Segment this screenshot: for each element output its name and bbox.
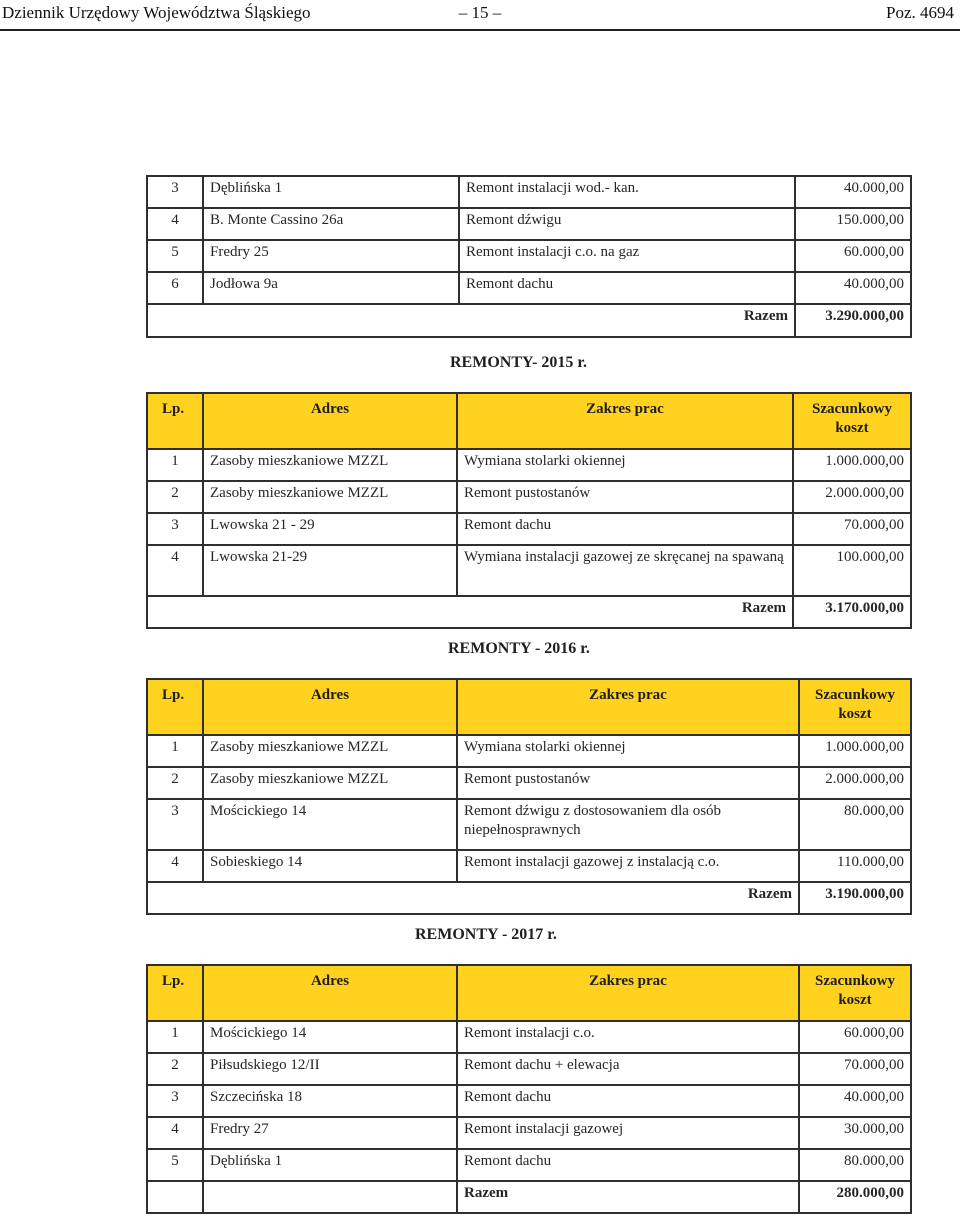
scope-cell: Remont dachu [457, 1149, 799, 1181]
table-2017 [146, 964, 912, 1214]
section-title-2016: REMONTY - 2016 r. [448, 640, 590, 657]
total-value: 3.190.000,00 [799, 882, 911, 914]
cost-cell: 40.000,00 [795, 272, 911, 304]
address-cell: Zasoby mieszkaniowe MZZL [203, 735, 457, 767]
journal-title: Dziennik Urzędowy Województwa Śląskiego [2, 3, 311, 22]
address-cell: B. Monte Cassino 26a [203, 208, 459, 240]
lp-cell: 4 [147, 545, 203, 596]
table-2016 [146, 678, 912, 915]
cost-cell: 70.000,00 [799, 1053, 911, 1085]
header-address: Adres [203, 965, 457, 1021]
header-lp: Lp. [147, 965, 203, 1021]
table-row [147, 1053, 911, 1085]
scope-cell: Remont instalacji c.o. na gaz [459, 240, 795, 272]
address-cell: Mościckiego 14 [203, 1021, 457, 1053]
table-row [147, 176, 911, 208]
total-label: Razem [147, 304, 795, 337]
total-value: 280.000,00 [799, 1181, 911, 1213]
lp-cell: 4 [147, 208, 203, 240]
address-cell: Sobieskiego 14 [203, 850, 457, 882]
table-row [147, 481, 911, 513]
scope-cell: Remont dźwigu [459, 208, 795, 240]
header-scope: Zakres prac [457, 679, 799, 735]
scope-cell: Wymiana stolarki okiennej [457, 449, 793, 481]
table-header-row [147, 679, 911, 735]
cost-cell: 100.000,00 [793, 545, 911, 596]
address-cell: Szczecińska 18 [203, 1085, 457, 1117]
scope-cell: Remont dźwigu z dostosowaniem dla osób niepełnosprawnych [457, 799, 799, 850]
section-title-2017: REMONTY - 2017 r. [415, 926, 557, 943]
header-cost: Szacunkowy koszt [793, 393, 911, 449]
lp-cell: 5 [147, 1149, 203, 1181]
cost-cell: 40.000,00 [795, 176, 911, 208]
total-row [147, 596, 911, 628]
scope-cell: Remont dachu [457, 513, 793, 545]
header-lp: Lp. [147, 679, 203, 735]
table-row [147, 735, 911, 767]
header-scope: Zakres prac [457, 965, 799, 1021]
table-row [147, 1085, 911, 1117]
lp-cell: 4 [147, 850, 203, 882]
table-header-row [147, 965, 911, 1021]
cost-cell: 110.000,00 [799, 850, 911, 882]
lp-cell: 3 [147, 799, 203, 850]
lp-cell: 2 [147, 481, 203, 513]
address-cell: Lwowska 21-29 [203, 545, 457, 596]
cost-cell: 1.000.000,00 [793, 449, 911, 481]
table-row [147, 1149, 911, 1181]
table-row [147, 545, 911, 596]
cost-cell: 80.000,00 [799, 799, 911, 850]
table-row [147, 1117, 911, 1149]
lp-cell: 4 [147, 1117, 203, 1149]
empty-cell [203, 1181, 457, 1213]
cost-cell: 150.000,00 [795, 208, 911, 240]
scope-cell: Remont pustostanów [457, 481, 793, 513]
total-label: Razem [457, 1181, 799, 1213]
total-row [147, 882, 911, 914]
header-scope: Zakres prac [457, 393, 793, 449]
scope-cell: Remont dachu [459, 272, 795, 304]
lp-cell: 1 [147, 449, 203, 481]
address-cell: Zasoby mieszkaniowe MZZL [203, 767, 457, 799]
address-cell: Fredry 25 [203, 240, 459, 272]
scope-cell: Remont pustostanów [457, 767, 799, 799]
total-label: Razem [147, 596, 793, 628]
lp-cell: 3 [147, 176, 203, 208]
cost-cell: 2.000.000,00 [799, 767, 911, 799]
cost-cell: 60.000,00 [799, 1021, 911, 1053]
scope-cell: Remont instalacji wod.- kan. [459, 176, 795, 208]
scope-cell: Remont dachu [457, 1085, 799, 1117]
position-number: Poz. 4694 [886, 3, 954, 22]
table-row [147, 1021, 911, 1053]
page-header [0, 0, 960, 31]
cost-cell: 80.000,00 [799, 1149, 911, 1181]
scope-cell: Remont dachu + elewacja [457, 1053, 799, 1085]
address-cell: Dęblińska 1 [203, 176, 459, 208]
empty-cell [147, 1181, 203, 1213]
scope-cell: Remont instalacji gazowej z instalacją c.o. [457, 850, 799, 882]
cost-cell: 70.000,00 [793, 513, 911, 545]
address-cell: Dęblińska 1 [203, 1149, 457, 1181]
lp-cell: 3 [147, 513, 203, 545]
table-continuation [146, 175, 912, 338]
lp-cell: 1 [147, 735, 203, 767]
total-value: 3.170.000,00 [793, 596, 911, 628]
address-cell: Jodłowa 9a [203, 272, 459, 304]
lp-cell: 2 [147, 1053, 203, 1085]
table-row [147, 208, 911, 240]
header-cost: Szacunkowy koszt [799, 679, 911, 735]
cost-cell: 60.000,00 [795, 240, 911, 272]
lp-cell: 2 [147, 767, 203, 799]
table-row [147, 850, 911, 882]
cost-cell: 30.000,00 [799, 1117, 911, 1149]
scope-cell: Remont instalacji c.o. [457, 1021, 799, 1053]
header-address: Adres [203, 393, 457, 449]
address-cell: Lwowska 21 - 29 [203, 513, 457, 545]
lp-cell: 1 [147, 1021, 203, 1053]
scope-cell: Wymiana stolarki okiennej [457, 735, 799, 767]
section-title-2015: REMONTY- 2015 r. [450, 354, 588, 371]
lp-cell: 3 [147, 1085, 203, 1117]
table-header-row [147, 393, 911, 449]
lp-cell: 5 [147, 240, 203, 272]
total-row [147, 1181, 911, 1213]
table-row [147, 513, 911, 545]
scope-cell: Wymiana instalacji gazowej ze skręcanej na spawaną [457, 545, 793, 596]
table-row [147, 449, 911, 481]
address-cell: Fredry 27 [203, 1117, 457, 1149]
table-row [147, 799, 911, 850]
address-cell: Zasoby mieszkaniowe MZZL [203, 481, 457, 513]
total-label: Razem [147, 882, 799, 914]
header-address: Adres [203, 679, 457, 735]
lp-cell: 6 [147, 272, 203, 304]
header-cost: Szacunkowy koszt [799, 965, 911, 1021]
header-lp: Lp. [147, 393, 203, 449]
page-number: – 15 – [458, 3, 502, 22]
table-row [147, 767, 911, 799]
table-row [147, 240, 911, 272]
address-cell: Zasoby mieszkaniowe MZZL [203, 449, 457, 481]
total-value: 3.290.000,00 [795, 304, 911, 337]
cost-cell: 2.000.000,00 [793, 481, 911, 513]
table-row [147, 272, 911, 304]
cost-cell: 40.000,00 [799, 1085, 911, 1117]
address-cell: Mościckiego 14 [203, 799, 457, 850]
total-row [147, 304, 911, 337]
address-cell: Piłsudskiego 12/II [203, 1053, 457, 1085]
cost-cell: 1.000.000,00 [799, 735, 911, 767]
table-2015 [146, 392, 912, 629]
scope-cell: Remont instalacji gazowej [457, 1117, 799, 1149]
